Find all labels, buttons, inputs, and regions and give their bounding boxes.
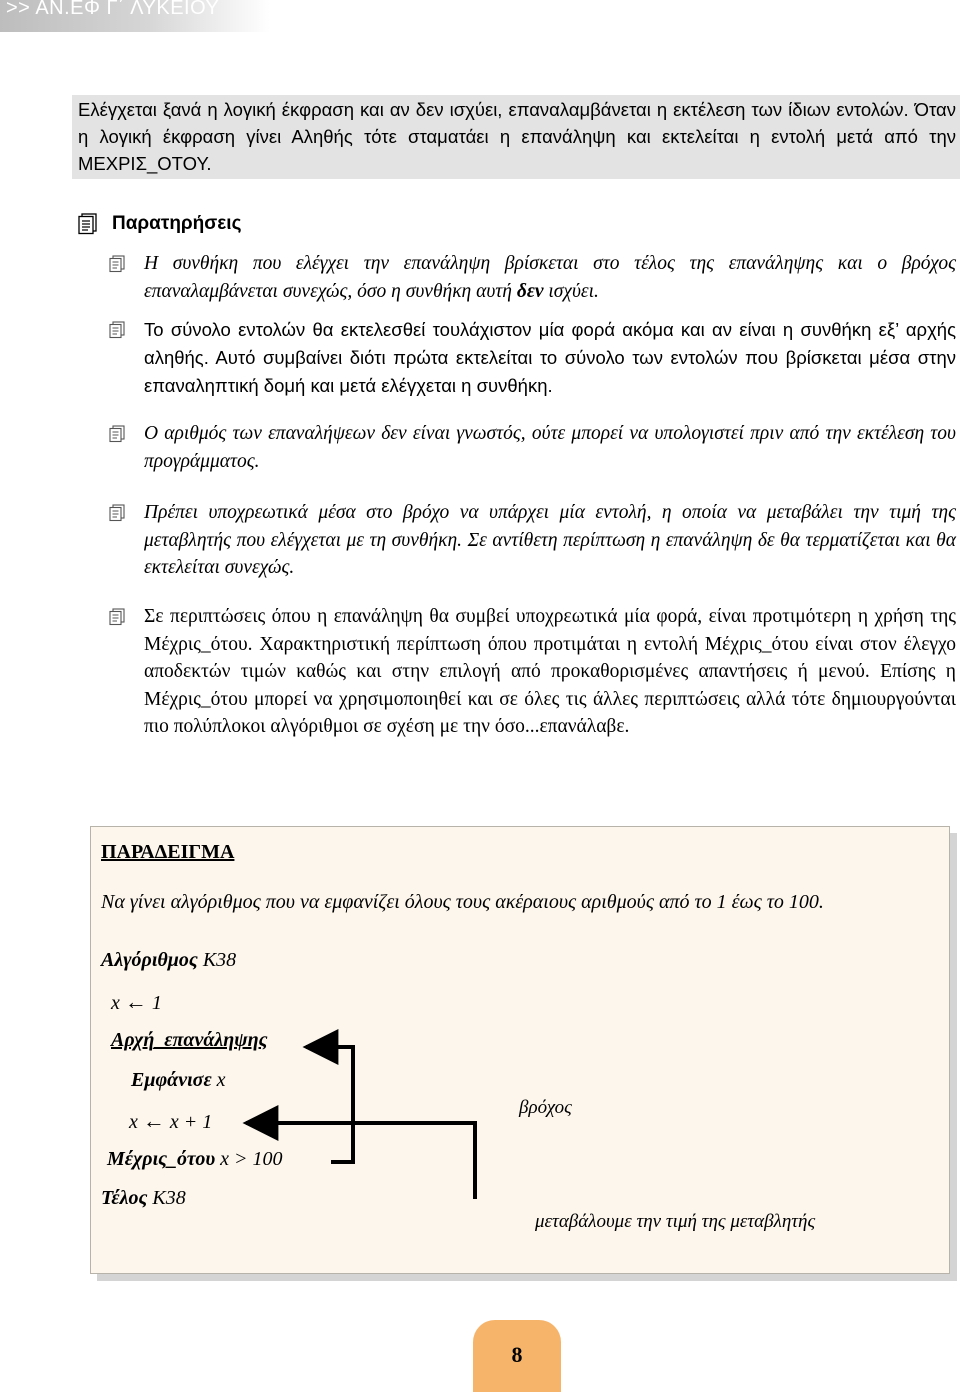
kw-until: Μέχρις_ότου [107,1148,216,1170]
algo-name: Κ38 [202,949,237,971]
kw-end: Τέλος [101,1187,148,1209]
intro-shaded-block [72,95,960,179]
init-var: x [111,992,120,1014]
note-3-text: Ο αριθμός των επαναλήψεων δεν είναι γνωστός, ούτε μπορεί να υπολογιστεί πριν από την εκτέλεση του προγράμματος. [144,423,956,472]
arrows-overlay [91,827,949,1273]
assign-lhs: x [129,1111,138,1133]
document-bullet-icon [108,255,126,273]
note-4-text: Πρέπει υποχρεωτικά μέσα στο βρόχο να υπάρχει μία εντολή, η οποία να μεταβάλει την τιμή της μεταβλητής που ελέγχεται με τη συνθήκη. Σε αντίθετη περίπτωση η επανάληψη δε θα τερματίζεται και θα εκτελείται συνεχώς. [144,502,956,578]
assign-arrow: ← [142,1108,165,1133]
print-var: x [216,1069,226,1091]
notes-heading [76,213,241,235]
document-bullet-icon [108,608,126,626]
note-1-text-b: ισχύει. [543,280,599,302]
document-bullet-icon [108,504,126,522]
header-bar [0,0,270,32]
note-item [110,250,956,305]
notes-title: Παρατηρήσεις [112,213,242,234]
page-number-badge [473,1320,561,1392]
notes-icon [76,213,98,235]
note-item [110,499,956,582]
loop-label: βρόχος [519,1097,572,1118]
note-item [110,603,956,741]
assign-rhs: x + 1 [169,1111,213,1133]
note-2-text: Το σύνολο εντολών θα εκτελεσθεί τουλάχιστον μία φορά ακόμα και αν είναι η συνθήκη εξ’ αρχής αληθής. Αυτό συμβαίνει διότι πρώτα εκτελείται το σύνολο των εντολών που βρίσκεται μέσα στην επαναληπτική δομή και μετά ελέγχεται η συνθήκη. [144,319,956,396]
header-title: >> ΑΝ.ΕΦ Γ΄ ΛΥΚΕΙΟΥ [6,0,220,19]
example-title: ΠΑΡΑΔΕΙΓΜΑ [101,841,235,863]
init-val: 1 [151,992,162,1014]
until-cond: x > 100 [220,1148,283,1170]
end-name: Κ38 [152,1187,186,1209]
note-5-text: Σε περιπτώσεις όπου η επανάληψη θα συμβεί υποχρεωτικά μία φορά, είναι προτιμότερη η χρήση της Μέχρις_ότου. Χαρακτηριστική περίπτωση όπου προτιμάται η εντολή Μέχρις_ότου είναι στον έλεγχο αποδεκτών τιμών καθώς και στην επιλογή από προκαθορισμένες απαντήσεις ή μενού. Επίσης η Μέχρις_ότου μπορεί να χρησιμοποιηθεί και σε όλες τις άλλες περιπτώσεις αλλά τότε δημιουργούνται πιο πολύπλοκοι αλγόριθμοι σε σχέση με την όσο...επανάλαβε. [144,606,956,737]
document-bullet-icon [108,321,126,339]
change-label: μεταβάλουμε την τιμή της μεταβλητής [535,1211,816,1232]
document-bullet-icon [108,425,126,443]
note-1-text-a: Η συνθήκη που ελέγχει την επανάληψη βρίσκεται στο τέλος της επανάληψης και ο βρόχος επαναλαμβάνεται συνεχώς, όσο η συνθήκη αυτή [144,253,956,302]
note-item [110,316,956,400]
example-box [90,826,950,1274]
kw-repeat: Αρχή_επανάληψης [111,1029,268,1051]
intro-text: Ελέγχεται ξανά η λογική έκφραση και αν δεν ισχύει, επαναλαμβάνεται η εκτέλεση των ίδιων εντολών. Όταν η λογική έκφραση γίνει Αληθής τότε σταματάει η επανάληψη και εκτελείται η εντολή μετά από την ΜΕΧΡΙΣ_ΟΤΟΥ. [78,99,956,174]
example-task: Να γίνει αλγόριθμος που να εμφανίζει όλους τους ακέραιους αριθμούς από το 1 έως το 100. [101,891,824,913]
assign-arrow: ← [124,989,147,1014]
update-arrow [246,1123,475,1199]
note-item [110,420,956,475]
kw-print: Εμφάνισε [131,1069,212,1091]
loop-arrow [306,1047,353,1162]
note-1-bold: δεν [516,280,544,302]
page-number: 8 [511,1342,523,1367]
kw-algorithm: Αλγόριθμος [101,949,198,971]
